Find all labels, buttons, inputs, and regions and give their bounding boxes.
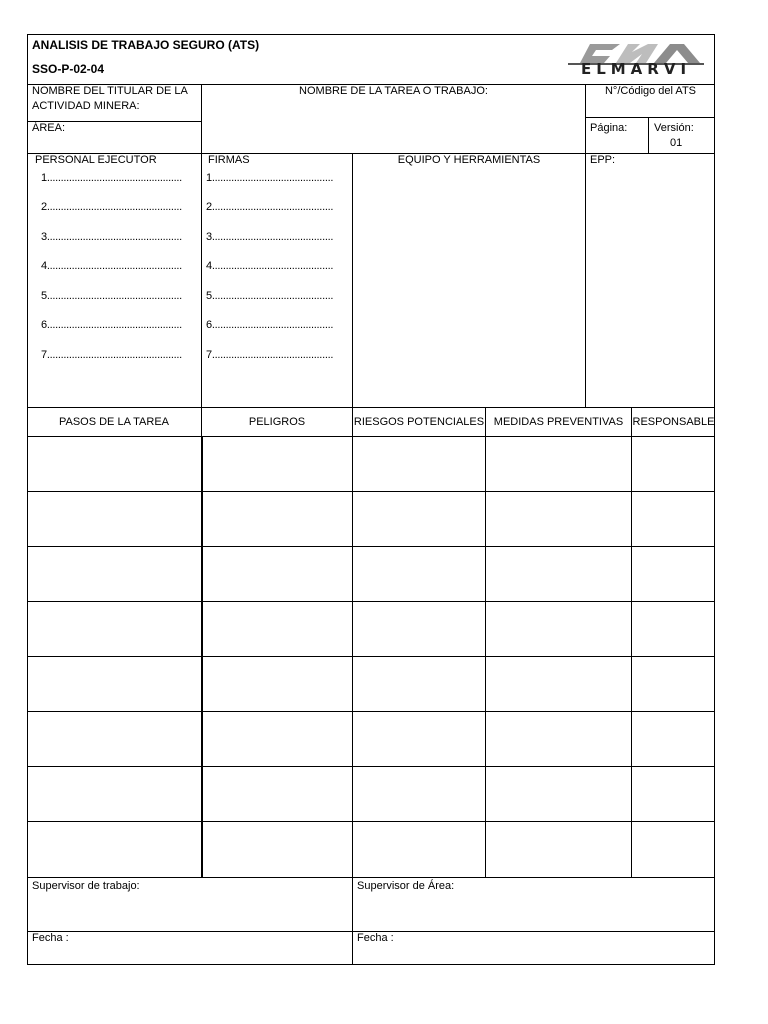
firma-line[interactable]: 4............................................ <box>206 260 334 272</box>
col-header-responsable: RESPONSABLE <box>632 416 715 428</box>
fecha-right-label: Fecha : <box>357 932 394 944</box>
table-row[interactable] <box>28 602 714 656</box>
epp-label: EPP: <box>590 154 616 166</box>
firma-line[interactable]: 7............................................ <box>206 349 334 361</box>
table-row[interactable] <box>28 437 714 491</box>
firma-line[interactable]: 5............................................ <box>206 290 334 302</box>
equipo-herramientas-label: EQUIPO Y HERRAMIENTAS <box>397 154 541 166</box>
personal-ejecutor-label: PERSONAL EJECUTOR <box>35 154 157 166</box>
col-header-medidas: MEDIDAS PREVENTIVAS <box>493 416 624 428</box>
version-value: 01 <box>670 137 683 149</box>
firma-line[interactable]: 2............................................ <box>206 201 334 213</box>
col-header-pasos: PASOS DE LA TAREA <box>58 416 170 428</box>
ejecutor-line[interactable]: 6................................................. <box>41 319 182 331</box>
titular-label-cont: ACTIVIDAD MINERA: <box>32 100 140 112</box>
table-row[interactable] <box>28 822 714 877</box>
codigo-ats-label: N°/Código del ATS <box>604 85 697 97</box>
col-header-riesgos: RIESGOS POTENCIALES <box>353 416 485 428</box>
version-label: Versión: <box>654 122 694 134</box>
table-row[interactable] <box>28 547 714 601</box>
supervisor-area-label: Supervisor de Área: <box>357 880 455 892</box>
table-row[interactable] <box>28 492 714 546</box>
table-row[interactable] <box>28 712 714 766</box>
ejecutor-line[interactable]: 5................................................. <box>41 290 182 302</box>
ejecutor-line[interactable]: 1................................................. <box>41 172 182 184</box>
elmarvi-logo <box>566 40 706 78</box>
pagina-label: Página: <box>590 122 628 134</box>
col-header-peligros: PELIGROS <box>248 416 306 428</box>
ejecutor-line[interactable]: 7................................................. <box>41 349 182 361</box>
form-title: ANALISIS DE TRABAJO SEGURO (ATS) <box>32 38 260 52</box>
ejecutor-line[interactable]: 2................................................. <box>41 201 182 213</box>
logo-text: ELMARVI <box>580 60 692 78</box>
fecha-left-label: Fecha : <box>32 932 69 944</box>
supervisor-trabajo-label: Supervisor de trabajo: <box>32 880 140 892</box>
table-row[interactable] <box>28 767 714 821</box>
firma-line[interactable]: 3............................................ <box>206 231 334 243</box>
table-row[interactable] <box>28 657 714 711</box>
tarea-label: NOMBRE DE LA TAREA O TRABAJO: <box>299 85 488 97</box>
firma-line[interactable]: 6............................................ <box>206 319 334 331</box>
ejecutor-line[interactable]: 3................................................. <box>41 231 182 243</box>
firma-line[interactable]: 1............................................ <box>206 172 334 184</box>
firmas-label: FIRMAS <box>208 154 250 166</box>
ejecutor-line[interactable]: 4................................................. <box>41 260 182 272</box>
titular-label: NOMBRE DEL TITULAR DE LA <box>32 85 188 97</box>
form-code: SSO-P-02-04 <box>32 62 105 76</box>
area-label: ÁREA: <box>32 122 66 134</box>
